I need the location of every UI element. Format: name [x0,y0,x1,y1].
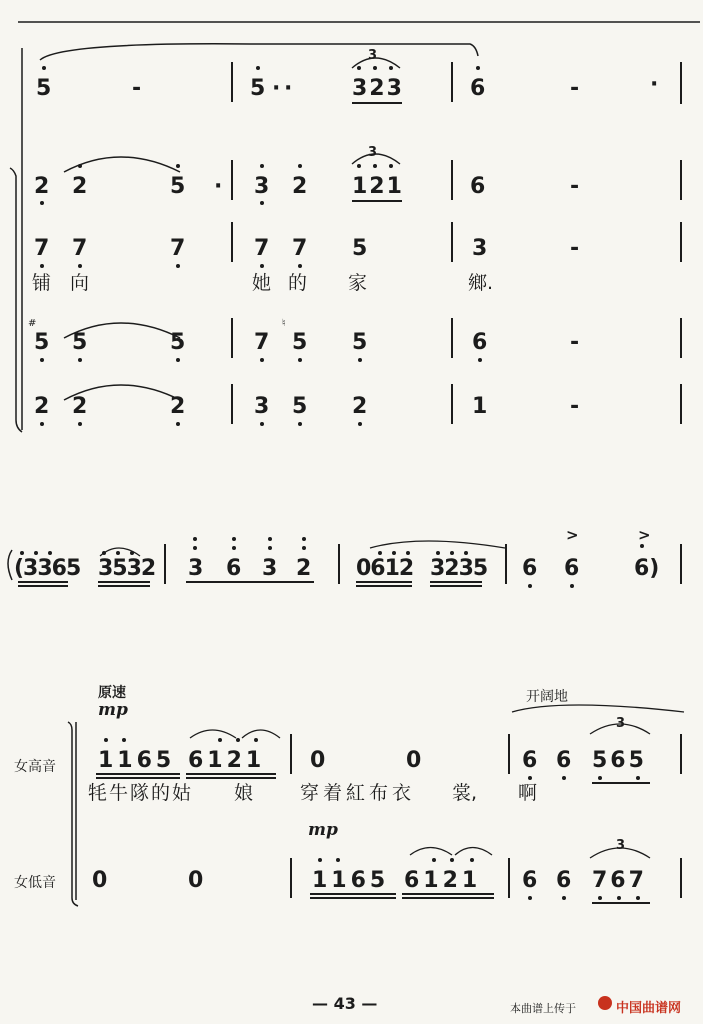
note: 5 [170,174,186,199]
octave-dot-low [562,776,566,780]
barline [164,544,166,584]
octave-dot [476,66,480,70]
octave-dot [406,551,410,555]
beam [98,581,150,583]
accent-mark: > [638,526,651,544]
octave-dot [232,546,236,550]
note: 2 [292,174,308,199]
barline [505,544,507,584]
octave-dot [378,551,382,555]
octave-dot-low [78,422,82,426]
octave-dot-low [358,422,362,426]
octave-dot-low [636,776,640,780]
beam [356,581,412,583]
note: 2 [72,394,88,419]
triplet-mark: 3 [368,48,378,63]
octave-dot [389,66,393,70]
dash: - [570,394,580,419]
barline [231,222,233,262]
octave-dot [373,66,377,70]
octave-dot-low [78,358,82,362]
lyric: 牦牛隊的姑 [88,782,194,804]
note: 5 [36,76,52,101]
note: 6) [634,556,660,581]
note: 6 [556,748,572,773]
octave-dot-low [40,201,44,205]
lyric: 裳, [452,782,478,804]
note: 6 [564,556,580,581]
note: 6 [522,556,538,581]
note: 6 [522,748,538,773]
dash: - [570,330,580,355]
note: 3 [254,394,270,419]
barline [508,858,510,898]
barline [451,318,453,358]
note: 6 [556,868,572,893]
dot-extension: · [272,76,281,101]
barline [680,858,682,898]
octave-dot [450,858,454,862]
beam [186,581,314,583]
note: 7 [254,330,270,355]
lyric: 家 [348,272,368,294]
note: 5 [250,76,266,101]
octave-dot [130,551,134,555]
octave-dot [318,858,322,862]
octave-dot [357,66,361,70]
note: 6 [472,330,488,355]
lyric: 鄉. [468,272,494,294]
octave-dot [470,858,474,862]
accent-mark: > [566,526,579,544]
lyric: 向 [70,272,90,294]
note-group: 6121 [188,748,266,773]
note-group: 6121 [404,868,482,893]
rest: 0 [92,868,108,893]
note: 3 [472,236,488,261]
octave-dot [232,537,236,541]
octave-dot [432,858,436,862]
beam [18,581,68,583]
note: 3 [254,174,270,199]
octave-dot [78,164,82,168]
dot-extension: · [650,72,659,97]
dash: - [570,174,580,199]
octave-dot-low [176,422,180,426]
site-name[interactable]: 中国曲谱网 [616,1001,682,1016]
barline [231,62,233,102]
barline [680,318,682,358]
final-barline [680,62,682,104]
octave-dot [357,164,361,168]
octave-dot [104,738,108,742]
octave-dot [464,551,468,555]
octave-dot-low [298,358,302,362]
note: 7 [254,236,270,261]
beam [352,200,402,202]
note: 6 [470,76,486,101]
dash: - [132,76,142,101]
octave-dot-low [562,896,566,900]
barline [451,62,453,102]
octave-dot [302,537,306,541]
beam [186,777,276,779]
barline [508,734,510,774]
note-group: 323 [352,76,404,101]
barline [680,160,682,200]
note: 2 [72,174,88,199]
note: 5 [292,330,308,355]
octave-dot-low [598,896,602,900]
octave-dot-low [298,264,302,268]
octave-dot [176,164,180,168]
lyric: 娘 [234,782,254,804]
triplet-mark: 3 [616,838,626,853]
barline [231,160,233,200]
note: 7 [292,236,308,261]
octave-dot-low [528,584,532,588]
octave-dot [373,164,377,168]
rest: 0 [188,868,204,893]
note: 6 [226,556,242,581]
beam [96,773,180,775]
beam [430,585,482,587]
lyric: 的 [288,272,308,294]
octave-dot-low [40,264,44,268]
octave-dot-low [40,422,44,426]
octave-dot [193,546,197,550]
note: 2 [352,394,368,419]
note: 5 [352,236,368,261]
octave-dot [298,164,302,168]
barline [451,160,453,200]
beam [96,777,180,779]
dot-extension: · [284,76,293,101]
note: 5 [34,330,50,355]
beam [352,102,402,104]
octave-dot-low [78,264,82,268]
octave-dot-low [358,358,362,362]
note-group: 0612 [356,556,414,581]
octave-dot-low [598,776,602,780]
expression-mark: 开阔地 [526,689,568,705]
lyric: 穿着紅布衣 [300,782,416,804]
lyric: 她 [252,272,272,294]
dash: - [570,236,580,261]
octave-dot [640,544,644,548]
triplet-mark: 3 [616,716,626,731]
note-group: (3365 [14,556,81,581]
page-number: — 43 — [312,994,378,1013]
note-group: 767 [592,868,647,893]
octave-dot-low [176,264,180,268]
note-group: 3235 [430,556,488,581]
octave-dot [268,546,272,550]
octave-dot-low [260,201,264,205]
note-group: 1165 [98,748,176,773]
note: 5 [292,394,308,419]
beam [592,782,650,784]
octave-dot [20,551,24,555]
note: 1 [472,394,488,419]
note: 3 [262,556,278,581]
note: 5 [352,330,368,355]
lyric: 啊 [518,782,538,804]
tempo-mark: 原速 [98,685,126,701]
dash: - [570,76,580,101]
note: 2 [34,394,50,419]
octave-dot [48,551,52,555]
octave-dot [268,537,272,541]
beam [18,585,68,587]
upload-credit: 本曲谱上传于 [510,1002,576,1015]
beam [98,585,150,587]
octave-dot [256,66,260,70]
natural-sign: ♮ [282,318,286,329]
note-group: 3532 [98,556,156,581]
octave-dot-low [528,896,532,900]
octave-dot-low [176,358,180,362]
note: 7 [72,236,88,261]
octave-dot [392,551,396,555]
octave-dot [116,551,120,555]
beam [310,897,396,899]
note: 2 [296,556,312,581]
note: 5 [72,330,88,355]
note: 6 [522,868,538,893]
barline [680,544,682,584]
octave-dot-low [260,422,264,426]
barline [680,734,682,774]
octave-dot [218,738,222,742]
triplet-mark: 3 [368,145,378,160]
beam [186,773,276,775]
octave-dot [302,546,306,550]
note: 6 [470,174,486,199]
dynamic-mark: mp [98,700,128,720]
octave-dot [450,551,454,555]
beam [430,581,482,583]
octave-dot-low [478,358,482,362]
octave-dot [102,551,106,555]
note: 2 [34,174,50,199]
barline [680,222,682,262]
barline [451,384,453,424]
beam [402,893,494,895]
note: 7 [34,236,50,261]
note: 7 [170,236,186,261]
barline [451,222,453,262]
octave-dot-low [40,358,44,362]
note-group: 1165 [312,868,390,893]
beam [592,902,650,904]
octave-dot-low [636,896,640,900]
octave-dot [42,66,46,70]
note-group: 565 [592,748,647,773]
octave-dot-low [570,584,574,588]
barline [231,318,233,358]
barline [290,858,292,898]
rest: 0 [406,748,422,773]
note: 5 [170,330,186,355]
octave-dot [254,738,258,742]
dot-extension: · [214,174,223,199]
beam [402,897,494,899]
alto-label: 女低音 [14,875,56,891]
beam [356,585,412,587]
octave-dot [34,551,38,555]
beam [310,893,396,895]
site-logo-icon [598,996,612,1010]
barline [231,384,233,424]
sharp-sign: # [28,318,37,329]
barline [290,734,292,774]
dynamic-mark: mp [308,820,338,840]
octave-dot-low [617,896,621,900]
barline [338,544,340,584]
octave-dot-low [260,358,264,362]
note-group: 121 [352,174,404,199]
soprano-label: 女高音 [14,759,56,775]
octave-dot [436,551,440,555]
octave-dot-low [528,776,532,780]
octave-dot-low [298,422,302,426]
octave-dot [236,738,240,742]
octave-dot [122,738,126,742]
rest: 0 [310,748,326,773]
octave-dot [336,858,340,862]
note: 3 [188,556,204,581]
octave-dot-low [260,264,264,268]
barline [680,384,682,424]
octave-dot [389,164,393,168]
note: 2 [170,394,186,419]
lyric: 铺 [32,272,52,294]
octave-dot [193,537,197,541]
octave-dot [260,164,264,168]
